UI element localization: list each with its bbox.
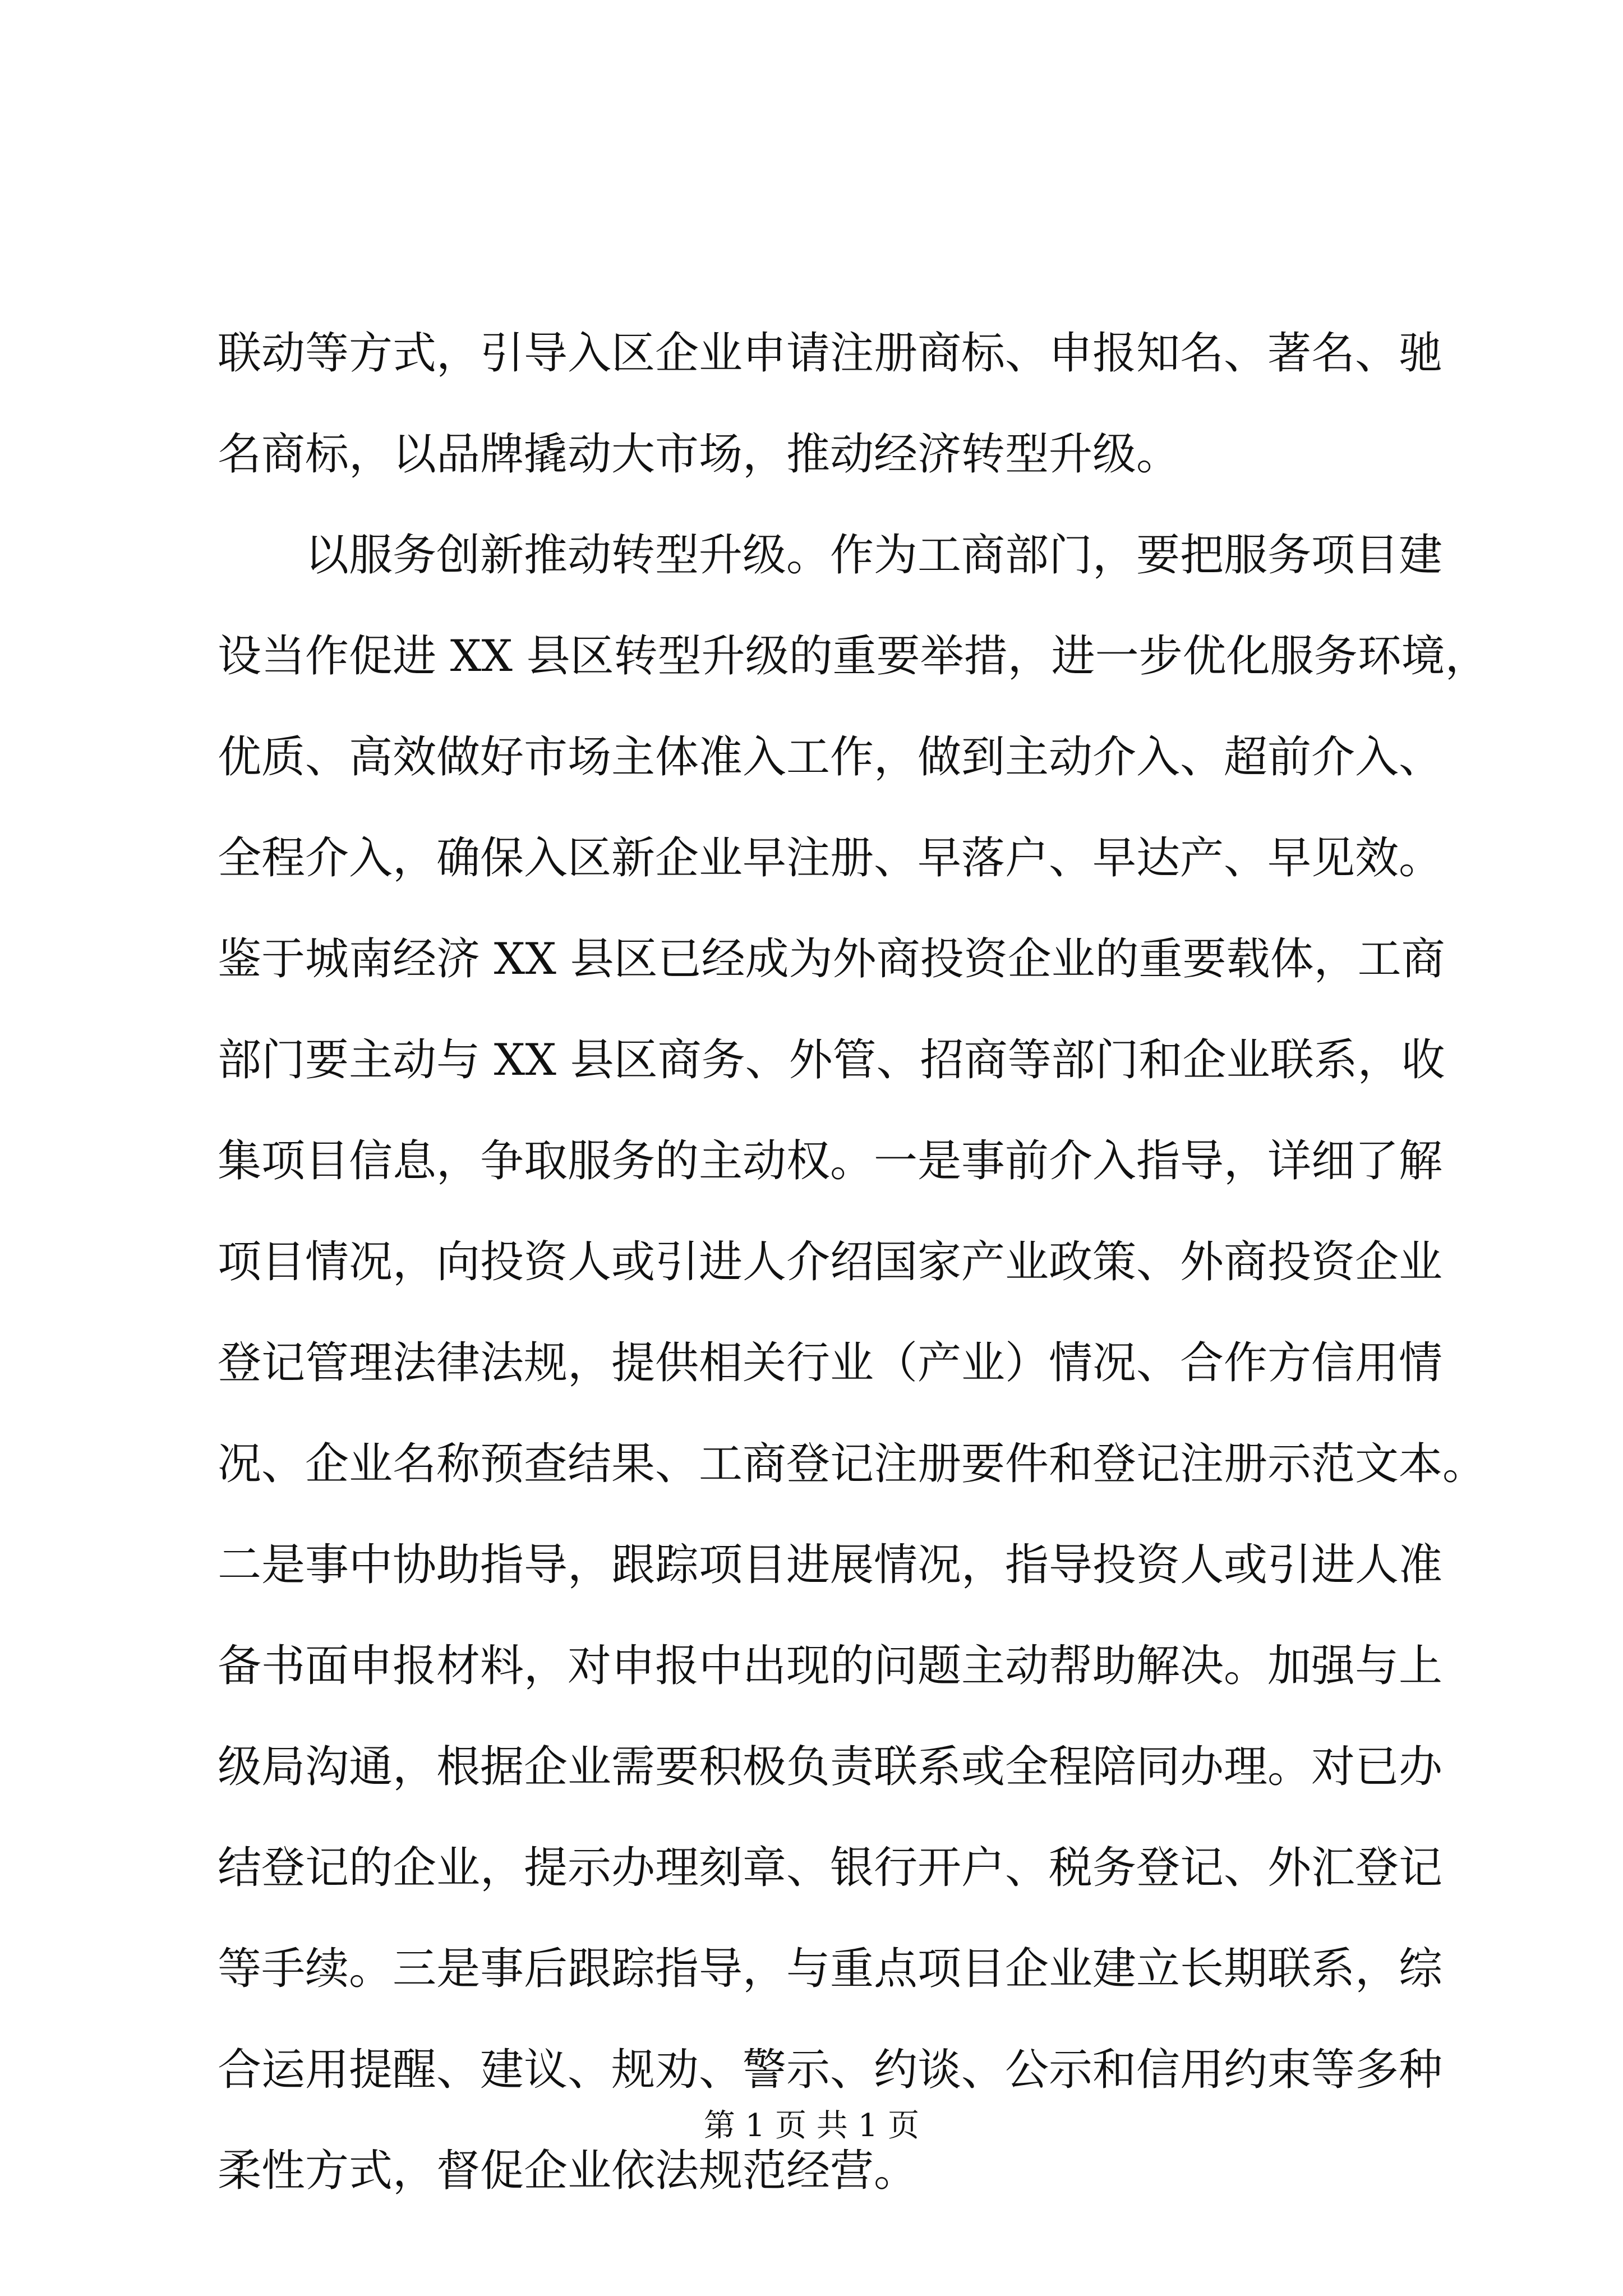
text-line: 等手续。三是事后跟踪指导，与重点项目企业建立长期联系，综 bbox=[218, 1944, 1443, 1994]
text-line: 集项目信息，争取服务的主动权。一是事前介入指导，详细了解 bbox=[218, 1136, 1443, 1186]
text-line: 项目情况，向投资人或引进人介绍国家产业政策、外商投资企业 bbox=[218, 1237, 1443, 1287]
text-line: 设当作促进 XX 县区转型升级的重要举措，进一步优化服务环境， bbox=[218, 631, 1489, 682]
text-line: 全程介入，确保入区新企业早注册、早落户、早达产、早见效。 bbox=[218, 833, 1443, 884]
text-line: 级局沟通，根据企业需要积极负责联系或全程陪同办理。对已办 bbox=[218, 1742, 1443, 1792]
text-line: 名商标，以品牌撬动大市场，推动经济转型升级。 bbox=[218, 429, 1181, 480]
paragraph-1 bbox=[218, 303, 1443, 505]
text-line: 部门要主动与 XX 县区商务、外管、招商等部门和企业联系，收 bbox=[218, 1035, 1445, 1085]
text-line: 鉴于城南经济 XX 县区已经成为外商投资企业的重要载体，工商 bbox=[218, 934, 1445, 984]
body-text bbox=[218, 303, 1489, 2221]
text-line: 柔性方式，督促企业依法规范经营。 bbox=[218, 2146, 918, 2196]
text-line: 登记管理法律法规，提供相关行业（产业）情况、合作方信用情 bbox=[218, 1338, 1443, 1388]
text-line: 结登记的企业，提示办理刻章、银行开户、税务登记、外汇登记 bbox=[218, 1843, 1443, 1893]
text-line: 合运用提醒、建议、规劝、警示、约谈、公示和信用约束等多种 bbox=[218, 2045, 1443, 2095]
text-line: 优质、高效做好市场主体准入工作，做到主动介入、超前介入、 bbox=[218, 732, 1443, 783]
text-line: 联动等方式，引导入区企业申请注册商标、申报知名、著名、驰 bbox=[218, 328, 1443, 379]
text-line: 二是事中协助指导，跟踪项目进展情况，指导投资人或引进人准 bbox=[218, 1540, 1443, 1590]
page-number-footer: 第 1 页 共 1 页 bbox=[703, 2108, 920, 2144]
paragraph-2 bbox=[218, 505, 1489, 2221]
text-line: 备书面申报材料，对申报中出现的问题主动帮助解决。加强与上 bbox=[218, 1641, 1443, 1691]
text-line: 以服务创新推动转型升级。作为工商部门，要把服务项目建 bbox=[305, 530, 1443, 581]
text-line: 况、企业名称预查结果、工商登记注册要件和登记注册示范文本。 bbox=[218, 1439, 1487, 1489]
